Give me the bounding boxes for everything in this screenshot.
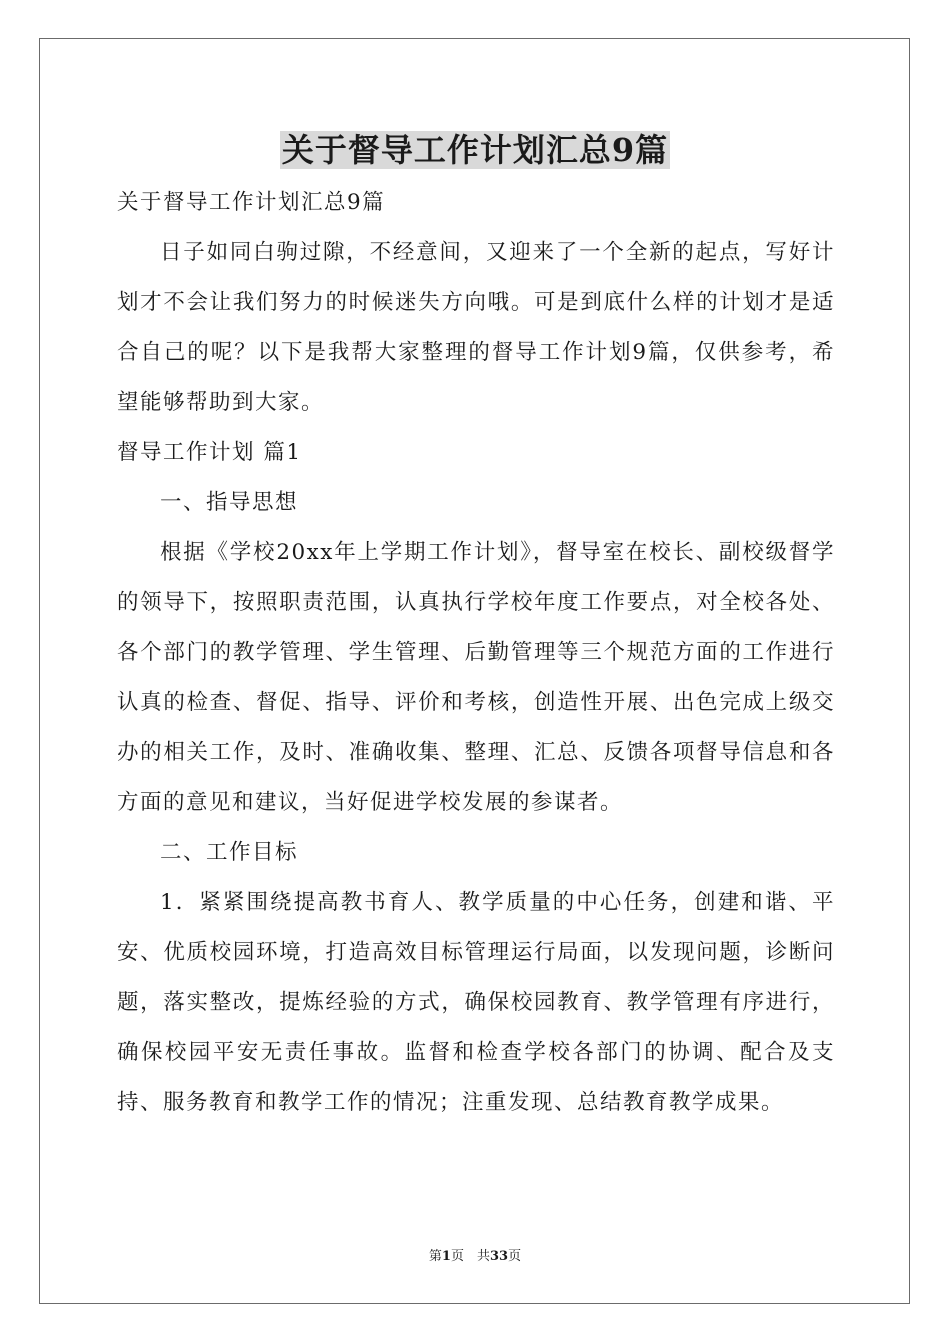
paragraph: 1．紧紧围绕提高教书育人、教学质量的中心任务，创建和谐、平安、优质校园环境，打造高效目标管理运行局面，以发现问题，诊断问题，落实整改，提炼经验的方式，确保校园教育、教学管理有序进行，确保校园平安无责任事故。监督和检查学校各部门的协调、配合及支持、服务教育和教学工作的情况；注重发现、总结教育教学成果。 <box>117 890 835 1115</box>
paragraph: 日子如同白驹过隙，不经意间，又迎来了一个全新的起点，写好计划才不会让我们努力的时候迷失方向哦。可是到底什么样的计划才是适合自己的呢？以下是我帮大家整理的督导工作计划9篇，仅供参考，希望能够帮助到大家。 <box>117 240 835 415</box>
document-title <box>0 128 950 172</box>
footer-middle: 页 共 <box>450 1249 490 1264</box>
footer-prefix: 第 <box>428 1249 442 1264</box>
paragraph: 关于督导工作计划汇总9篇 <box>117 190 386 215</box>
paragraph: 根据《学校20xx年上学期工作计划》，督导室在校长、副校级督学的领导下，按照职责范围，认真执行学校年度工作要点，对全校各处、各个部门的教学管理、学生管理、后勤管理等三个规范方面的工作进行认真的检查、督促、指导、评价和考核，创造性开展、出色完成上级交办的相关工作，及时、准确收集、整理、汇总、反馈各项督导信息和各方面的意见和建议，当好促进学校发展的参谋者。 <box>117 540 835 815</box>
document-body <box>117 178 835 1128</box>
footer-suffix: 页 <box>508 1249 522 1264</box>
subsection-heading: 二、工作目标 <box>160 840 299 865</box>
page-footer <box>0 1248 950 1266</box>
current-page-number: 1 <box>441 1249 451 1264</box>
subsection-heading: 一、指导思想 <box>160 490 299 515</box>
section-heading: 督导工作计划 篇1 <box>117 440 302 465</box>
document-title-text: 关于督导工作计划汇总9篇 <box>281 131 669 169</box>
total-pages-number: 33 <box>489 1249 509 1264</box>
